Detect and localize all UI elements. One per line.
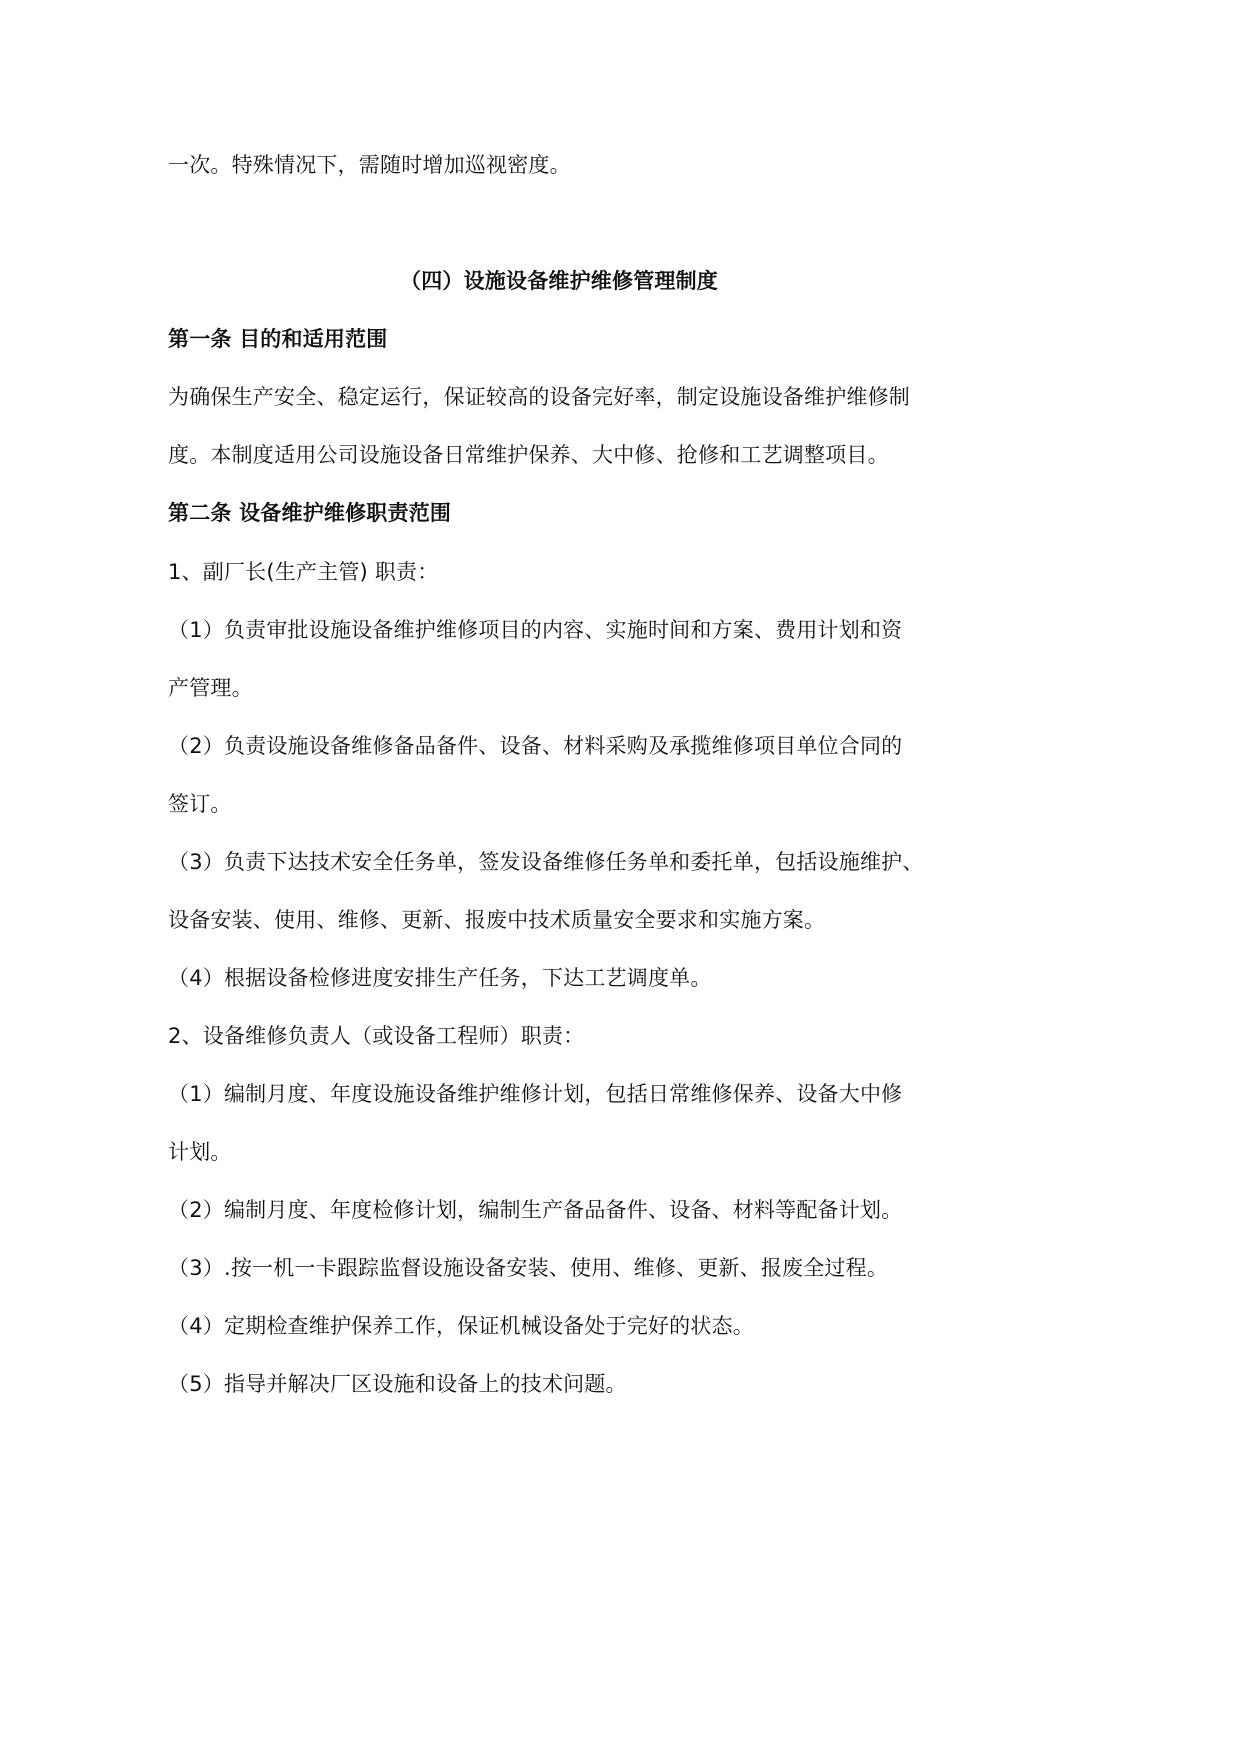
paragraph-line: 度。本制度适用公司设施设备日常维护保养、大中修、抢修和工艺调整项目。 xyxy=(168,443,889,467)
list-item: （1）负责审批设施设备维护维修项目的内容、实施时间和方案、费用计划和资 xyxy=(168,618,903,642)
role-2-title: 2、设备维修负责人（或设备工程师）职责： xyxy=(168,1024,585,1048)
list-item-continuation: 签订。 xyxy=(168,792,232,816)
role-1-title: 1、副厂长(生产主管) 职责： xyxy=(168,560,439,584)
list-item: （2）编制月度、年度检修计划，编制生产备品备件、设备、材料等配备计划。 xyxy=(168,1198,903,1222)
list-item: （4）根据设备检修进度安排生产任务，下达工艺调度单。 xyxy=(168,966,712,990)
list-item: （1）编制月度、年度设施设备维护维修计划，包括日常维修保养、设备大中修 xyxy=(168,1082,903,1106)
continuation-text: 一次。特殊情况下，需随时增加巡视密度。 xyxy=(168,153,571,177)
article-1-heading: 第一条 目的和适用范围 xyxy=(168,327,388,351)
list-item: （5）指导并解决厂区设施和设备上的技术问题。 xyxy=(168,1372,627,1396)
list-item: （4）定期检查维护保养工作，保证机械设备处于完好的状态。 xyxy=(168,1314,754,1338)
list-item-continuation: 产管理。 xyxy=(168,676,253,700)
section-title: （四）设施设备维护维修管理制度 xyxy=(400,269,718,293)
list-item: （3）.按一机一卡跟踪监督设施设备安装、使用、维修、更新、报废全过程。 xyxy=(168,1256,889,1280)
list-item: （2）负责设施设备维修备品备件、设备、材料采购及承揽维修项目单位合同的 xyxy=(168,734,903,758)
list-item-continuation: 设备安装、使用、维修、更新、报废中技术质量安全要求和实施方案。 xyxy=(168,908,826,932)
article-2-heading: 第二条 设备维护维修职责范围 xyxy=(168,501,452,525)
paragraph-line: 为确保生产安全、稳定运行，保证较高的设备完好率，制定设施设备维护维修制 xyxy=(168,385,910,409)
list-item: （3）负责下达技术安全任务单，签发设备维修任务单和委托单，包括设施维护、 xyxy=(168,850,924,874)
list-item-continuation: 计划。 xyxy=(168,1140,232,1164)
